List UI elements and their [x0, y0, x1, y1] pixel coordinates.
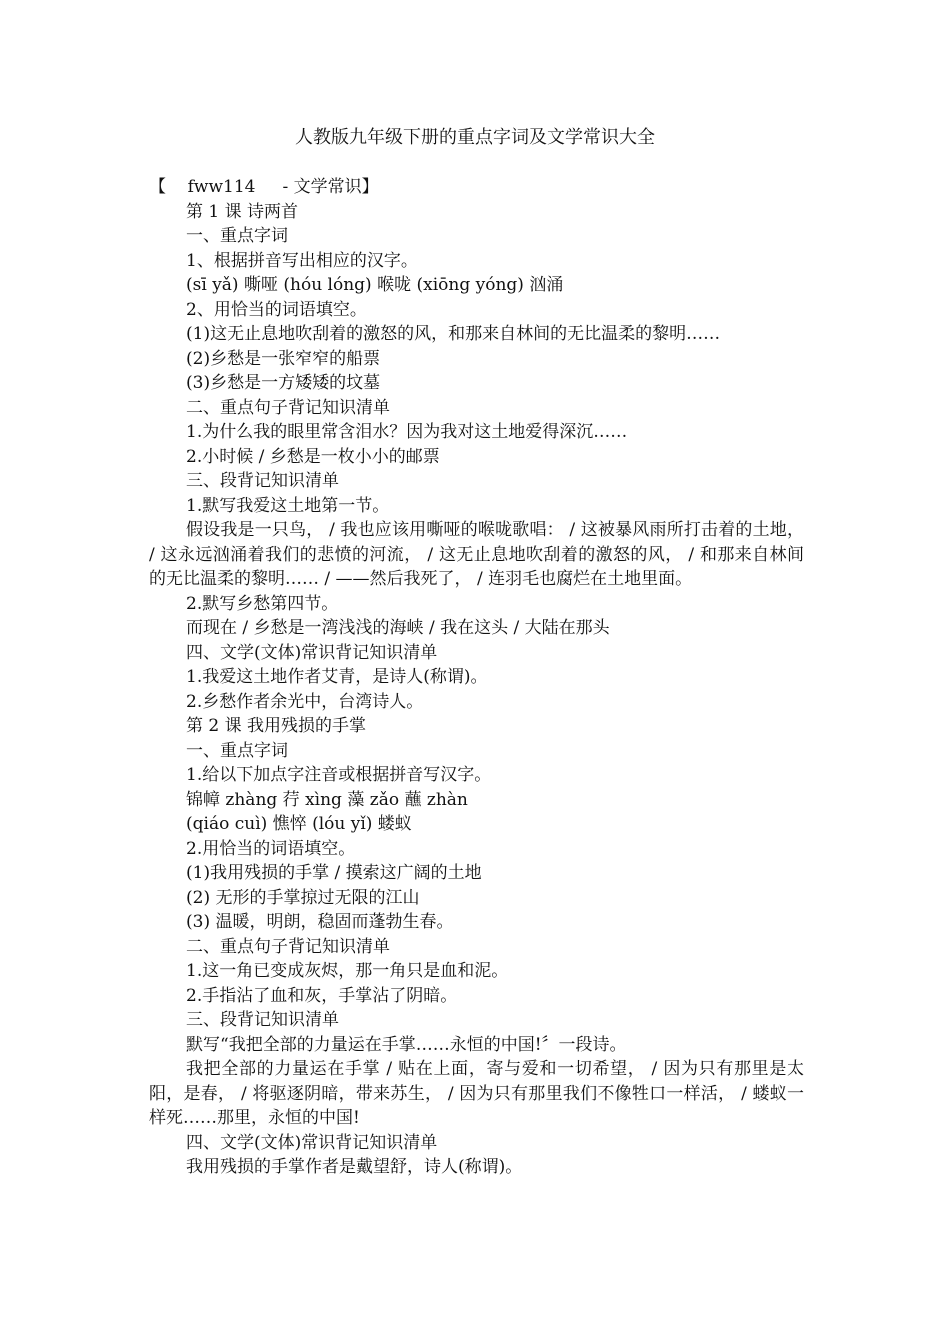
lesson-2-heading: 第 2 课 我用残损的手掌 [186, 716, 367, 736]
text-line: 2.用恰当的词语填空。 [186, 838, 356, 859]
text-line: (1)我用残损的手掌 / 摸索这广阔的土地 [186, 863, 482, 883]
text-line: (sī yǎ) 嘶哑 (hóu lóng) 喉咙 (xiōng yóng) 汹涌 [186, 275, 564, 295]
document-title: 人教版九年级下册的重点字词及文学常识大全 [295, 127, 655, 148]
poem-paragraph-1: 假设我是一只鸟， / 我也应该用嘶哑的喉咙歌唱： / 这被暴风雨所打击着的土地， / 这永远汹涌着我们的悲愤的河流， / 这无止息地吹刮着的激怒的风， / 和那来自林间的无比温柔的黎明…… / ——然后我死了， / 连羽毛也腐烂在土地里面。 [149, 520, 804, 589]
section-heading: 四、文学(文体)常识背记知识清单 [186, 1132, 438, 1153]
text-line: 1.为什么我的眼里常含泪水？因为我对这土地爱得深沉…… [186, 422, 628, 442]
text-line: 1、根据拼音写出相应的汉字。 [186, 250, 418, 271]
text-line: 2.乡愁作者余光中，台湾诗人。 [186, 691, 424, 712]
text-line: 2.手指沾了血和灰，手掌沾了阴暗。 [186, 985, 458, 1006]
section-heading: 一、重点字词 [186, 226, 288, 246]
source-header: 【 fww114 - 文学常识】 [149, 177, 379, 197]
text-line: 我用残损的手掌作者是戴望舒，诗人(称谓)。 [186, 1157, 523, 1177]
text-line: 1.这一角已变成灰烬，那一角只是血和泥。 [186, 961, 509, 981]
section-heading: 二、重点句子背记知识清单 [186, 936, 390, 957]
text-line: 1.我爱这土地作者艾青，是诗人(称谓)。 [186, 667, 488, 687]
text-line: (2) 无形的手掌掠过无限的江山 [186, 887, 420, 908]
text-line: 2、用恰当的词语填空。 [186, 299, 367, 320]
text-line: (qiáo cuì) 憔悴 (lóu yǐ) 蝼蚁 [186, 814, 412, 834]
text-line: (3) 温暖，明朗，稳固而蓬勃生春。 [186, 912, 454, 932]
section-heading: 四、文学(文体)常识背记知识清单 [186, 642, 438, 663]
text-line: (2)乡愁是一张窄窄的船票 [186, 348, 381, 369]
section-heading: 三、段背记知识清单 [186, 471, 339, 491]
text-line: 锦幛 zhàng 荇 xìng 藻 zǎo 蘸 zhàn [186, 789, 468, 810]
text-line: 1.给以下加点字注音或根据拼音写汉字。 [186, 765, 492, 785]
text-line: (3)乡愁是一方矮矮的坟墓 [186, 373, 381, 393]
document-body [149, 175, 804, 1180]
section-heading: 一、重点字词 [186, 740, 288, 761]
text-line: 而现在 / 乡愁是一湾浅浅的海峡 / 我在这头 / 大陆在那头 [186, 618, 610, 638]
text-line: 1.默写我爱这土地第一节。 [186, 495, 390, 516]
text-line: 2.小时候 / 乡愁是一枚小小的邮票 [186, 446, 440, 467]
text-line: 默写“我把全部的力量运在手掌……永恒的中国!〞一段诗。 [186, 1034, 627, 1055]
poem-paragraph-2: 我把全部的力量运在手掌 / 贴在上面，寄与爱和一切希望， / 因为只有那里是太阳，是春， / 将驱逐阴暗，带来苏生， / 因为只有那里我们不像牲口一样活， / 蝼蚁一样死……那里，永恒的中国! [149, 1059, 804, 1128]
section-heading: 二、重点句子背记知识清单 [186, 397, 390, 418]
section-heading: 三、段背记知识清单 [186, 1010, 339, 1030]
text-line: (1)这无止息地吹刮着的激怒的风，和那来自林间的无比温柔的黎明…… [186, 324, 721, 344]
lesson-1-heading: 第 1 课 诗两首 [186, 201, 299, 222]
text-line: 2.默写乡愁第四节。 [186, 593, 339, 614]
